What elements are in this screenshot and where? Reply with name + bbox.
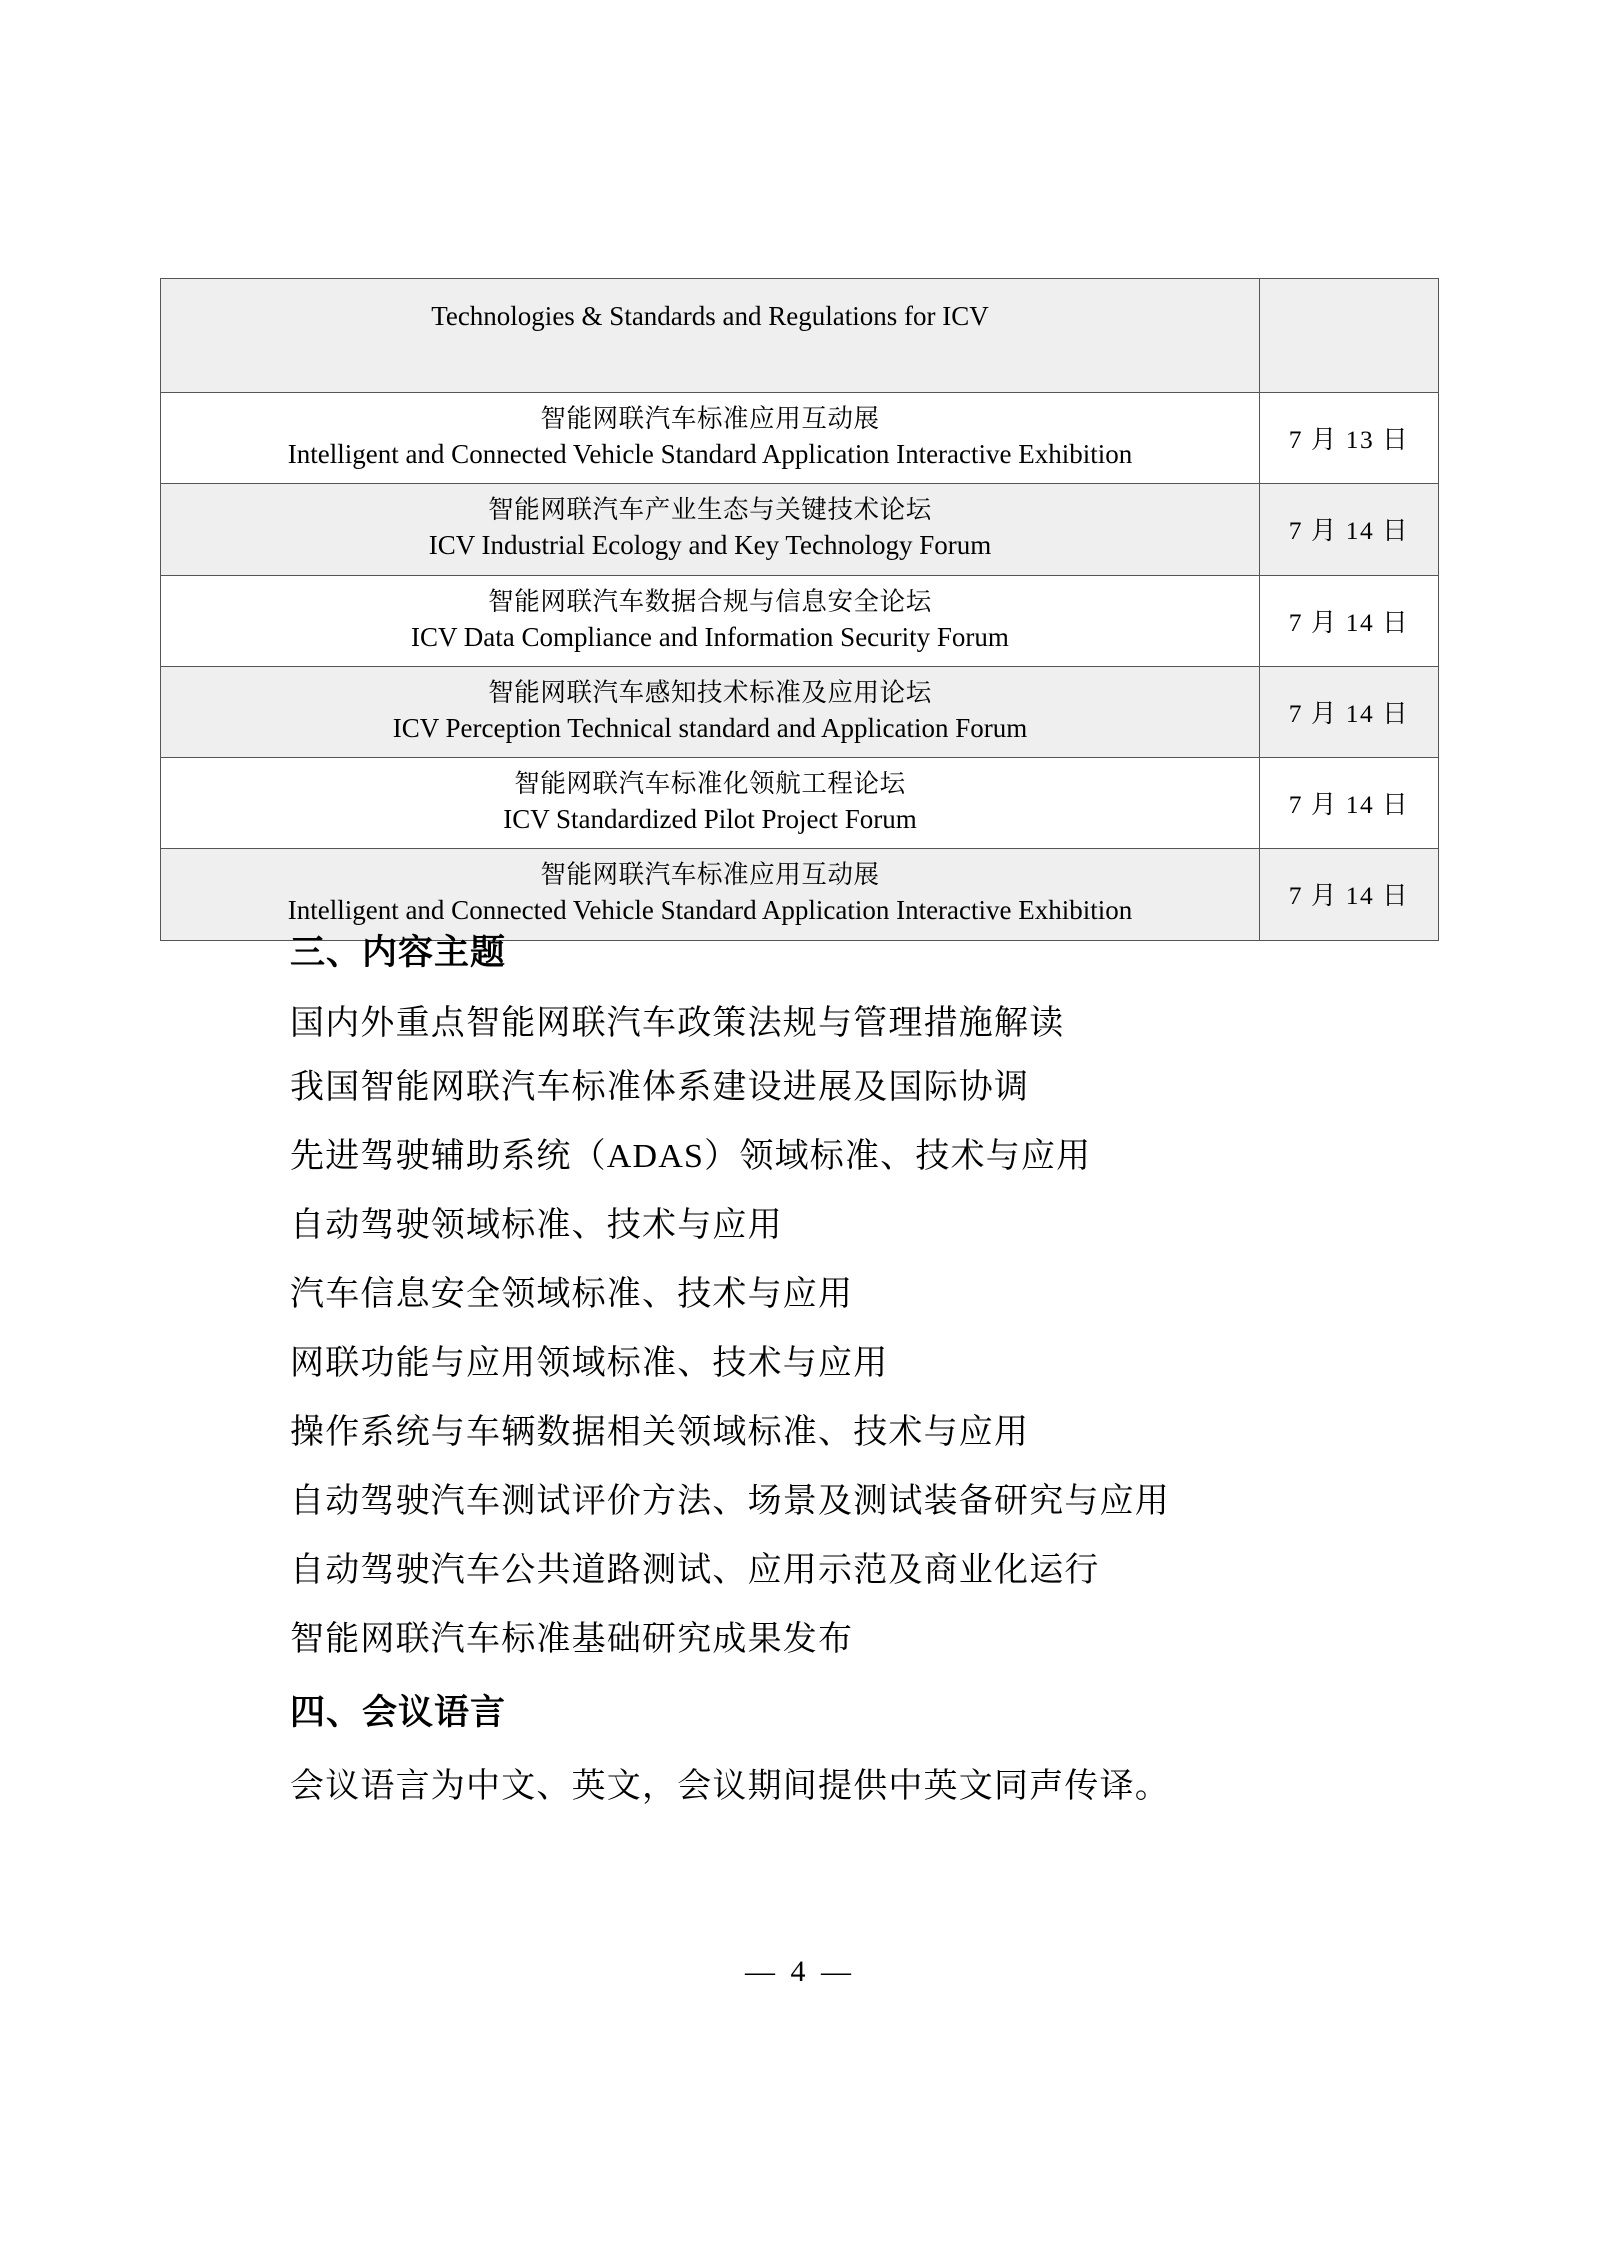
schedule-table-body — [161, 279, 1439, 941]
schedule-title-en: Intelligent and Connected Vehicle Standard Application Interactive Exhibition — [287, 895, 1133, 926]
topic-item-3: 先进驾驶辅助系统（ADAS）领域标准、技术与应用 — [290, 1138, 1092, 1175]
schedule-title-cell — [161, 484, 1260, 575]
schedule-date-cell — [1260, 575, 1439, 666]
topic-item-10: 智能网联汽车标准基础研究成果发布 — [290, 1621, 854, 1658]
schedule-date: 7 月 14 日 — [1288, 698, 1410, 728]
schedule-title-wrapper — [161, 393, 1259, 483]
schedule-title-cell — [161, 279, 1260, 393]
conference-schedule-table — [160, 278, 1439, 941]
schedule-date-cell — [1260, 666, 1439, 757]
topic-item-7: 操作系统与车辆数据相关领域标准、技术与应用 — [290, 1414, 1030, 1451]
schedule-date: 7 月 14 日 — [1288, 881, 1410, 911]
schedule-title-wrapper — [161, 484, 1259, 574]
section-heading-three: 三、内容主题 — [290, 933, 507, 972]
schedule-title-zh: 智能网联汽车感知技术标准及应用论坛 — [488, 677, 932, 707]
schedule-title-en: Technologies & Standards and Regulations for ICV — [431, 301, 989, 331]
topic-item-2: 我国智能网联汽车标准体系建设进展及国际协调 — [290, 1069, 1030, 1106]
table-row — [161, 484, 1439, 575]
schedule-date-cell — [1260, 279, 1439, 393]
schedule-title-zh: 智能网联汽车标准应用互动展 — [540, 404, 880, 434]
table-row — [161, 575, 1439, 666]
topic-item-6: 网联功能与应用领域标准、技术与应用 — [290, 1345, 889, 1382]
schedule-title-en: ICV Perception Technical standard and Application Forum — [392, 712, 1028, 743]
topic-item-9: 自动驾驶汽车公共道路测试、应用示范及商业化运行 — [290, 1552, 1100, 1589]
schedule-title-zh: 智能网联汽车标准应用互动展 — [540, 860, 880, 890]
schedule-date: 7 月 14 日 — [1288, 516, 1410, 546]
schedule-title-wrapper — [161, 758, 1259, 848]
table-row — [161, 279, 1439, 393]
schedule-title-zh: 智能网联汽车数据合规与信息安全论坛 — [488, 586, 932, 616]
schedule-date-cell — [1260, 849, 1439, 940]
topic-item-1: 国内外重点智能网联汽车政策法规与管理措施解读 — [290, 1005, 1065, 1042]
schedule-title-en: ICV Standardized Pilot Project Forum — [503, 804, 917, 835]
schedule-title-cell — [161, 393, 1260, 484]
schedule-title-en: Intelligent and Connected Vehicle Standard Application Interactive Exhibition — [287, 439, 1133, 470]
section-heading-four: 四、会议语言 — [290, 1693, 507, 1732]
page-number: — 4 — — [745, 1955, 855, 1988]
schedule-title-cell — [161, 758, 1260, 849]
topic-item-4: 自动驾驶领域标准、技术与应用 — [290, 1207, 783, 1244]
schedule-title-wrapper — [161, 279, 1259, 392]
schedule-title-cell — [161, 666, 1260, 757]
schedule-date-cell — [1260, 393, 1439, 484]
schedule-date-cell — [1260, 484, 1439, 575]
topic-item-8: 自动驾驶汽车测试评价方法、场景及测试装备研究与应用 — [290, 1483, 1170, 1520]
schedule-title-wrapper — [161, 667, 1259, 757]
table-row — [161, 393, 1439, 484]
schedule-title-en: ICV Data Compliance and Information Security Forum — [411, 621, 1009, 652]
schedule-title-zh: 智能网联汽车标准化领航工程论坛 — [514, 769, 906, 799]
table-row — [161, 758, 1439, 849]
schedule-title-en: ICV Industrial Ecology and Key Technology Forum — [428, 530, 992, 561]
schedule-date: 7 月 14 日 — [1288, 790, 1410, 820]
conference-language-paragraph: 会议语言为中文、英文，会议期间提供中英文同声传译。 — [290, 1768, 1170, 1805]
schedule-date: 7 月 13 日 — [1288, 425, 1410, 455]
schedule-title-wrapper — [161, 576, 1259, 666]
schedule-title-cell — [161, 575, 1260, 666]
table-row — [161, 666, 1439, 757]
schedule-date-cell — [1260, 758, 1439, 849]
schedule-date: 7 月 14 日 — [1288, 607, 1410, 637]
schedule-title-zh: 智能网联汽车产业生态与关键技术论坛 — [488, 495, 932, 525]
topic-item-5: 汽车信息安全领域标准、技术与应用 — [290, 1276, 854, 1313]
